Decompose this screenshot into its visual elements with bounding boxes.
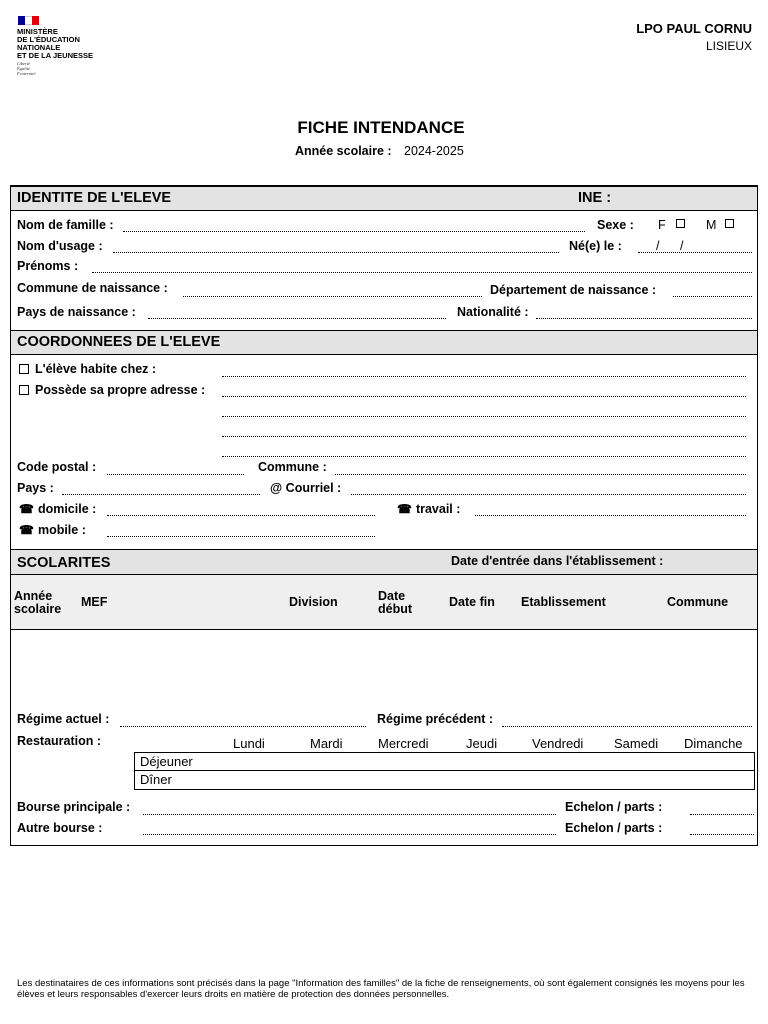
school-year-label: Année scolaire :: [295, 144, 392, 158]
ine-label: INE :: [578, 190, 612, 206]
courriel-label: @ Courriel :: [270, 481, 342, 495]
phone-icon: ☎: [397, 502, 412, 516]
bourse-principale-field[interactable]: [143, 814, 556, 815]
motto-liberte: Liberté: [17, 61, 30, 66]
habite-chez-checkbox[interactable]: [19, 364, 29, 374]
meal-row-dejeuner[interactable]: [135, 753, 754, 771]
commune-label: Commune :: [258, 460, 327, 474]
phone-icon: ☎: [19, 502, 34, 516]
col-annee-line-1: Année: [14, 589, 53, 603]
commune-naissance-label: Commune de naissance :: [17, 281, 168, 295]
col-etablissement: Etablissement: [521, 595, 606, 609]
adresse-line-3[interactable]: [222, 436, 746, 437]
ministry-line-3: NATIONALE: [17, 43, 61, 52]
regime-precedent-label: Régime précédent :: [377, 712, 494, 726]
col-annee-line-2: scolaire: [14, 602, 62, 616]
school-name: LPO PAUL CORNU: [636, 21, 752, 36]
sexe-label: Sexe :: [597, 218, 634, 232]
courriel-field[interactable]: [351, 494, 746, 495]
coordonnees-header: [11, 330, 757, 355]
privacy-footer: Les destinataires de ces informations sont précisés dans la page "Information des familles" de la fiche de renseignements, où sont également consignés les moyens pour les élèves et leurs responsables d'exercer leurs droits en matière de protection des données personnelles.: [17, 978, 745, 1000]
code-postal-field[interactable]: [107, 474, 244, 475]
col-date-fin: Date fin: [449, 595, 495, 609]
motto-egalite: Égalité: [17, 66, 30, 71]
pays-naissance-label: Pays de naissance :: [17, 305, 136, 319]
domicile-label: [19, 502, 96, 516]
domicile-text: domicile :: [37, 502, 97, 516]
pays-label: Pays :: [17, 481, 54, 495]
flag-red-stripe: [32, 16, 39, 25]
departement-naissance-label: Département de naissance :: [490, 283, 657, 297]
col-mef: MEF: [81, 595, 108, 609]
adresse-line-1[interactable]: [222, 396, 746, 397]
echelon-field-1[interactable]: [690, 814, 754, 815]
propre-adresse-label: Possède sa propre adresse :: [35, 383, 206, 397]
travail-field[interactable]: [475, 515, 746, 516]
identite-title: IDENTITE DE L'ELEVE: [17, 190, 172, 206]
date-separator-1: /: [656, 239, 660, 253]
adresse-line-2[interactable]: [222, 416, 746, 417]
pays-naissance-field[interactable]: [148, 318, 446, 319]
day-samedi: Samedi: [614, 736, 659, 751]
school-year-value: 2024-2025: [404, 144, 464, 158]
regime-actuel-field[interactable]: [120, 726, 366, 727]
day-mardi: Mardi: [310, 736, 343, 751]
motto-fraternite: Fraternité: [17, 71, 36, 76]
meal-dejeuner: Déjeuner: [140, 754, 193, 769]
coordonnees-title: COORDONNEES DE L'ELEVE: [17, 334, 221, 350]
mobile-label: [19, 523, 86, 537]
bourse-principale-label: Bourse principale :: [17, 800, 131, 814]
autre-bourse-label: Autre bourse :: [17, 821, 103, 835]
ministry-line-2: DE L'ÉDUCATION: [17, 35, 80, 44]
travail-text: travail :: [415, 502, 461, 516]
col-date-debut-line-1: Date: [378, 589, 406, 603]
pays-field[interactable]: [62, 494, 260, 495]
day-lundi: Lundi: [233, 736, 265, 751]
col-division: Division: [289, 595, 338, 609]
domicile-field[interactable]: [107, 515, 375, 516]
republic-flag-icon: [18, 16, 39, 25]
meal-diner: Dîner: [140, 772, 172, 787]
identite-header: [11, 186, 757, 211]
school-city: LISIEUX: [705, 39, 752, 53]
day-dimanche: Dimanche: [684, 736, 743, 751]
col-date-debut: [378, 590, 412, 616]
mobile-field[interactable]: [107, 536, 375, 537]
commune-field[interactable]: [335, 474, 746, 475]
flag-blue-stripe: [18, 16, 25, 25]
echelon-label-1: Echelon / parts :: [565, 800, 663, 814]
nom-usage-label: Nom d'usage :: [17, 239, 103, 253]
restauration-grid: [134, 752, 755, 790]
nom-usage-field[interactable]: [113, 252, 559, 253]
echelon-field-2[interactable]: [690, 834, 754, 835]
habite-chez-label: L'élève habite chez :: [35, 362, 157, 376]
day-vendredi: Vendredi: [532, 736, 584, 751]
regime-actuel-label: Régime actuel :: [17, 712, 110, 726]
travail-label: [397, 502, 460, 516]
autre-bourse-field[interactable]: [143, 834, 556, 835]
scolarites-header: [11, 549, 757, 575]
nationalite-field[interactable]: [536, 318, 752, 319]
nom-famille-field[interactable]: [123, 231, 585, 232]
departement-naissance-field[interactable]: [673, 296, 752, 297]
habite-chez-field[interactable]: [222, 376, 746, 377]
commune-naissance-field[interactable]: [183, 296, 482, 297]
prenoms-label: Prénoms :: [17, 259, 79, 273]
ministry-line-4: ET DE LA JEUNESSE: [17, 51, 93, 60]
sexe-m-label: M: [706, 218, 717, 232]
code-postal-label: Code postal :: [17, 460, 97, 474]
col-date-debut-line-2: début: [378, 602, 413, 616]
mobile-text: mobile :: [37, 523, 86, 537]
sexe-f-label: F: [658, 218, 666, 232]
ne-le-label: Né(e) le :: [569, 239, 622, 253]
col-annee: [14, 590, 61, 616]
nom-famille-label: Nom de famille :: [17, 218, 114, 232]
meal-row-diner[interactable]: [135, 771, 754, 789]
flag-white-stripe: [25, 16, 32, 25]
echelon-label-2: Echelon / parts :: [565, 821, 663, 835]
col-commune: Commune: [667, 595, 729, 609]
sexe-f-checkbox[interactable]: [676, 219, 685, 228]
phone-icon: ☎: [19, 523, 34, 537]
date-entree-label: Date d'entrée dans l'établissement :: [451, 554, 664, 568]
page-title: FICHE INTENDANCE: [297, 118, 465, 137]
ministry-line-1: MINISTÈRE: [17, 27, 58, 36]
prenoms-field[interactable]: [92, 272, 752, 273]
day-jeudi: Jeudi: [466, 736, 498, 751]
regime-precedent-field[interactable]: [502, 726, 752, 727]
propre-adresse-checkbox[interactable]: [19, 385, 29, 395]
sexe-m-checkbox[interactable]: [725, 219, 734, 228]
adresse-line-4[interactable]: [222, 456, 746, 457]
scolarites-title: SCOLARITES: [17, 555, 111, 571]
date-separator-2: /: [680, 239, 684, 253]
nationalite-label: Nationalité :: [457, 305, 529, 319]
day-mercredi: Mercredi: [378, 736, 429, 751]
restauration-label: Restauration :: [17, 734, 102, 748]
